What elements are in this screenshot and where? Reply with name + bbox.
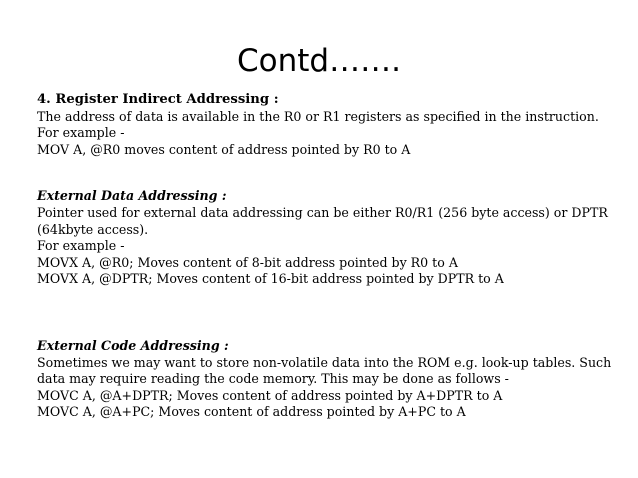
body-line: data may require reading the code memory. This may be done as follows -	[37, 371, 509, 387]
slide-title: Contd…….	[237, 43, 401, 79]
slide-body	[37, 92, 627, 421]
body-line: MOVC A, @A+DPTR; Moves content of address pointed by A+DPTR to A	[37, 387, 503, 403]
body-line: MOV A, @R0 moves content of address pointed by R0 to A	[37, 141, 411, 157]
section-register-indirect-addressing	[37, 92, 627, 158]
body-line: (64kbyte access).	[37, 221, 149, 237]
body-line: Sometimes we may want to store non-volatile data into the ROM e.g. look-up tables. Such	[37, 354, 612, 370]
body-line: MOVX A, @R0; Moves content of 8-bit address pointed by R0 to A	[37, 254, 458, 270]
section-heading: 4. Register Indirect Addressing :	[37, 92, 279, 107]
section-heading: External Code Addressing :	[37, 337, 229, 353]
section-external-data-addressing	[37, 188, 627, 288]
section-heading: External Data Addressing :	[37, 188, 227, 204]
body-line: The address of data is available in the R0 or R1 registers as specified in the instruction.	[37, 108, 599, 124]
section-external-code-addressing	[37, 338, 627, 421]
body-line: MOVC A, @A+PC; Moves content of address pointed by A+PC to A	[37, 404, 466, 420]
body-line: For example -	[37, 125, 125, 141]
body-line: Pointer used for external data addressing can be either R0/R1 (256 byte access) or DPTR	[37, 204, 608, 220]
body-line: For example -	[37, 238, 125, 254]
body-line: MOVX A, @DPTR; Moves content of 16-bit address pointed by DPTR to A	[37, 271, 504, 287]
